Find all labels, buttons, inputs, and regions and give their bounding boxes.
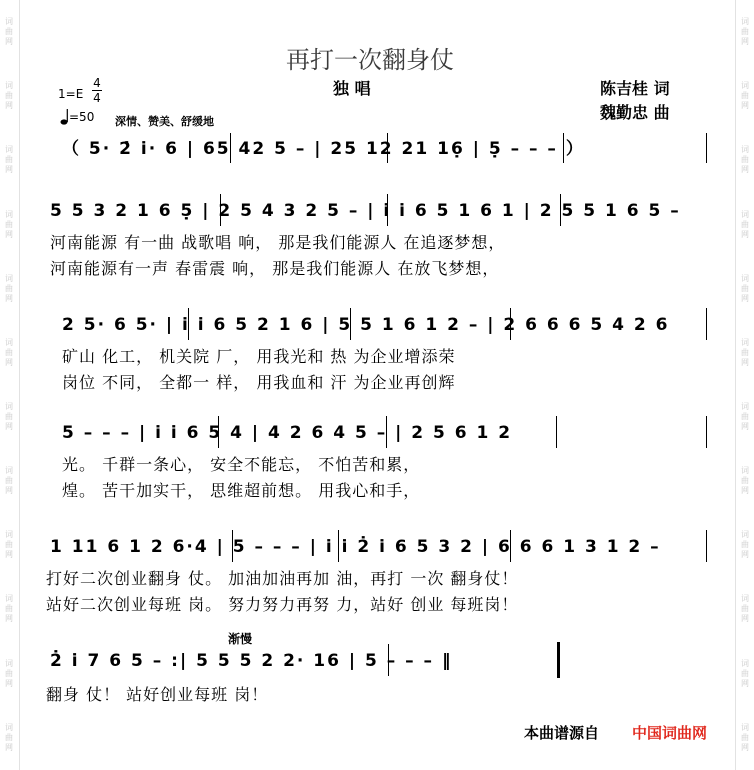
watermark-char: 词 — [741, 594, 749, 604]
notes-row-5: 2̇ i̇ 7 6 5 – :| 5 5 5 2 2· 16 | 5 – – – ‖ — [50, 651, 453, 671]
watermark-char: 词 — [5, 273, 13, 283]
notes-row-intro: （ 5· 2̇ i̇· 6 | 65 42 5 – | 25 12 21 16̣ | 5̣ – – – ） — [62, 139, 585, 159]
watermark-char: 网 — [741, 422, 749, 432]
notation-row — [0, 650, 754, 678]
watermark-char: 曲 — [5, 604, 13, 614]
watermark-char: 词 — [741, 337, 749, 347]
performance-type: 独 唱 — [333, 79, 371, 98]
watermark-char: 网 — [5, 165, 13, 175]
watermark-char: 曲 — [5, 91, 13, 101]
watermark-char: 曲 — [741, 219, 749, 229]
watermark-char: 网 — [741, 357, 749, 367]
watermark-char: 网 — [5, 678, 13, 688]
watermark-char: 词 — [741, 209, 749, 219]
watermark-char: 曲 — [5, 668, 13, 678]
watermark-char: 曲 — [5, 219, 13, 229]
watermark-char: 网 — [5, 37, 13, 47]
watermark-char: 词 — [741, 530, 749, 540]
notation-row — [0, 422, 754, 450]
watermark-char: 词 — [5, 594, 13, 604]
watermark-char: 网 — [5, 101, 13, 111]
watermark-char: 词 — [5, 402, 13, 412]
watermark-char: 曲 — [5, 283, 13, 293]
watermark-char: 曲 — [5, 540, 13, 550]
lyricist-credit: 陈吉桂 词 — [600, 79, 670, 98]
watermark-char: 网 — [741, 614, 749, 624]
watermark-char: 曲 — [5, 27, 13, 37]
composer-credit: 魏勤忠 曲 — [600, 103, 670, 122]
watermark-char: 网 — [5, 614, 13, 624]
notation-row — [0, 200, 754, 228]
watermark-char: 词 — [5, 145, 13, 155]
watermark-char: 词 — [5, 466, 13, 476]
watermark-char: 曲 — [741, 155, 749, 165]
watermark-char: 曲 — [5, 347, 13, 357]
watermark-char: 曲 — [741, 732, 749, 742]
expression-marking: 深情、赞美、舒缓地 — [115, 115, 214, 128]
lyric-row-4-verse-2: 站好二次创业每班 岗。 努力努力再努 力，站好 创业 每班岗！ — [46, 595, 519, 614]
lyric-row-4-verse-1: 打好二次创业翻身 仗。 加油加油再加 油，再打 一次 翻身仗！ — [46, 569, 519, 588]
lyric-row-1-verse-2: 河南能源有一声 春雷震 响， 那是我们能源人 在放飞梦想， — [50, 259, 500, 278]
watermark-char: 网 — [741, 293, 749, 303]
watermark-char: 网 — [741, 550, 749, 560]
song-title: 再打一次翻身仗 — [286, 46, 454, 74]
watermark-char: 曲 — [5, 476, 13, 486]
key-signature: 1=E — [58, 87, 84, 101]
watermark-char: 曲 — [741, 283, 749, 293]
watermark-char: 曲 — [741, 540, 749, 550]
watermark-char: 网 — [5, 550, 13, 560]
watermark-char: 网 — [741, 101, 749, 111]
watermark-char: 词 — [5, 530, 13, 540]
watermark-char: 网 — [741, 165, 749, 175]
watermark-char: 词 — [5, 209, 13, 219]
watermark-char: 网 — [5, 742, 13, 752]
watermark-char: 网 — [741, 486, 749, 496]
lyric-row-3-verse-1: 光。 千群一条心， 安全不能忘， 不怕苦和累， — [62, 455, 421, 474]
watermark-char: 网 — [741, 229, 749, 239]
watermark-char: 曲 — [741, 476, 749, 486]
watermark-char: 词 — [5, 658, 13, 668]
watermark-char: 词 — [741, 17, 749, 27]
tempo-marking: =50 — [69, 110, 95, 124]
watermark-char: 词 — [5, 722, 13, 732]
notation-row — [0, 314, 754, 342]
watermark-char: 词 — [741, 273, 749, 283]
watermark-char: 词 — [741, 402, 749, 412]
lyric-row-2-verse-2: 岗位 不同， 全都一 样， 用我血和 汗 为企业再创辉 — [62, 373, 456, 392]
watermark-char: 曲 — [741, 347, 749, 357]
watermark-char: 曲 — [741, 604, 749, 614]
watermark-char: 曲 — [5, 412, 13, 422]
watermark-char: 曲 — [741, 27, 749, 37]
notes-row-3: 5 – – – | i̇ i̇ 6 5 4 | 4 2 6 4 5 – | 2 5 6 1 2 — [62, 423, 513, 443]
notation-row — [0, 536, 754, 564]
notes-row-4: 1 11 6 1 2 6·4 | 5 – – – | i̇ i̇ 2̇ i̇ 6 5 3 2 | 6 6 6 1 3 1 2 – — [50, 537, 661, 557]
watermark-char: 曲 — [741, 91, 749, 101]
source-site-link[interactable]: 中国词曲网 — [632, 724, 708, 742]
watermark-char: 词 — [5, 17, 13, 27]
watermark-char: 网 — [5, 422, 13, 432]
watermark-char: 曲 — [741, 668, 749, 678]
watermark-char: 网 — [5, 293, 13, 303]
watermark-char: 网 — [741, 742, 749, 752]
notation-row — [0, 138, 754, 166]
time-signature-top: 4 — [93, 76, 101, 90]
watermark-char: 曲 — [5, 155, 13, 165]
notes-row-2: 2 5· 6 5· | i̇ i̇ 6 5 2 1 6 | 5 5 1 6 1 2 – | 2 6 6 6 5 4 2 6 — [62, 315, 670, 335]
tempo-change-marking: 渐慢 — [228, 632, 253, 646]
watermark-char: 词 — [741, 81, 749, 91]
watermark-char: 曲 — [741, 412, 749, 422]
watermark-char: 网 — [741, 37, 749, 47]
lyric-row-1-verse-1: 河南能源 有一曲 战歌唱 响， 那是我们能源人 在追逐梦想， — [50, 233, 506, 252]
watermark-char: 网 — [741, 678, 749, 688]
lyric-row-5: 翻身 仗！ 站好创业每班 岗！ — [46, 685, 269, 704]
watermark-char: 词 — [741, 722, 749, 732]
source-label: 本曲谱源自 — [524, 724, 600, 742]
watermark-char: 网 — [5, 229, 13, 239]
watermark-char: 网 — [5, 357, 13, 367]
notes-row-1: 5 5 3 2 1 6 5̣ | 2 5 4 3 2 5 – | i̇ i̇ 6 5 1 6 1 | 2 5 5 1 6 5 – — [50, 201, 681, 221]
watermark-char: 曲 — [5, 732, 13, 742]
watermark-char: 网 — [5, 486, 13, 496]
watermark-char: 词 — [741, 466, 749, 476]
lyric-row-3-verse-2: 煌。 苦干加实干， 思维超前想。 用我心和手， — [62, 481, 421, 500]
watermark-char: 词 — [741, 145, 749, 155]
lyric-row-2-verse-1: 矿山 化工， 机关院 厂， 用我光和 热 为企业增添荣 — [62, 347, 456, 366]
time-signature-bottom: 4 — [93, 91, 101, 105]
watermark-char: 词 — [5, 337, 13, 347]
watermark-char: 词 — [741, 658, 749, 668]
watermark-char: 词 — [5, 81, 13, 91]
